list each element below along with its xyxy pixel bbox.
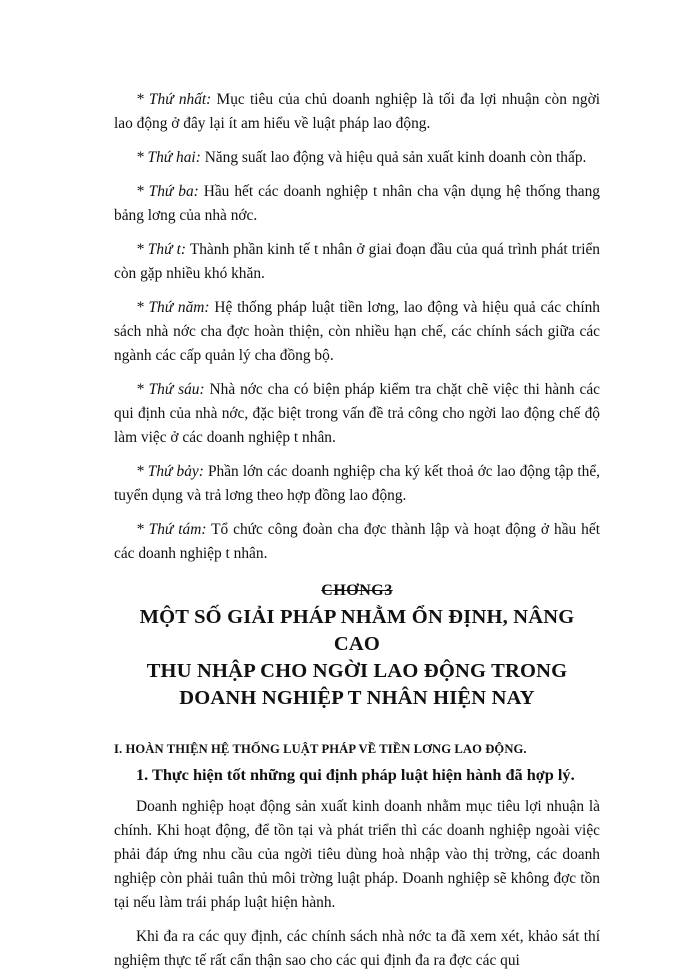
item-text: Hệ thống pháp luật tiền lơng, lao động và hiệu quả các chính sách nhà nớc cha đợc hoàn thiện, còn nhiều hạn chế, các chính sách giữa các ngành các cấp quản lý cha đồng bộ. <box>114 299 600 364</box>
item-lead: * Thứ ba: <box>136 183 199 200</box>
list-item <box>114 146 600 170</box>
subsection-heading: 1. Thực hiện tốt những qui định pháp luật hiện hành đã hợp lý. <box>136 765 575 784</box>
list-item <box>114 180 600 228</box>
list-item <box>114 518 600 566</box>
item-text: Tổ chức công đoàn cha đợc thành lập và hoạt động ở hầu hết các doanh nghiệp t nhân. <box>114 521 600 562</box>
item-text: Năng suất lao động và hiệu quả sản xuất kinh doanh còn thấp. <box>200 149 587 166</box>
item-text: Thành phần kinh tế t nhân ở giai đoạn đầu của quá trình phát triển còn gặp nhiều khó khăn. <box>114 241 600 282</box>
item-lead: * Thứ năm: <box>136 299 210 316</box>
item-text: Nhà nớc cha có biện pháp kiểm tra chặt chẽ việc thi hành các qui định của nhà nớc, đặc biệt trong vấn đề trả công cho ngời lao động chế độ làm việc ở các doanh nghiệp t nhân. <box>114 381 601 446</box>
item-lead: * Thứ tám: <box>136 521 207 538</box>
list-item <box>114 238 600 286</box>
list-item <box>114 296 600 368</box>
section-heading: I. HOÀN THIỆN HỆ THỐNG LUẬT PHÁP VỀ TIỀN LƠNG LAO ĐỘNG. <box>114 742 527 756</box>
item-text: Phần lớn các doanh nghiệp cha ký kết thoả ớc lao động tập thể, tuyển dụng và trả lơng theo hợp đồng lao động. <box>114 463 601 504</box>
list-item <box>114 378 600 450</box>
item-text: Mục tiêu của chủ doanh nghiệp là tối đa lợi nhuận còn ngời lao động ở đây lại ít am hiểu về luật pháp lao động. <box>114 91 600 132</box>
chapter-heading <box>114 582 600 600</box>
chapter-label: CHƠNG3 <box>321 582 393 599</box>
title-line: MỘT SỐ GIẢI PHÁP NHẰM ỔN ĐỊNH, NÂNG CAO <box>139 606 575 655</box>
item-text: Hầu hết các doanh nghiệp t nhân cha vận dụng hệ thống thang bảng lơng của nhà nớc. <box>114 183 600 224</box>
title-line: DOANH NGHIỆP T NHÂN HIỆN NAY <box>179 687 535 709</box>
item-lead: * Thứ nhất: <box>136 91 212 108</box>
item-lead: * Thứ sáu: <box>136 381 205 398</box>
list-item <box>114 88 600 136</box>
item-lead: * Thứ bảy: <box>136 463 204 480</box>
chapter-title <box>114 604 600 712</box>
list-item <box>114 460 600 508</box>
item-lead: * Thứ hai: <box>136 149 201 166</box>
title-line: THU NHẬP CHO NGỜI LAO ĐỘNG TRONG <box>146 660 568 682</box>
body-paragraph: Khi đa ra các quy định, các chính sách nhà nớc ta đã xem xét, khảo sát thí nghiệm thực tế rất cẩn thận sao cho các qui định đa ra đợc các qui <box>114 928 600 969</box>
item-lead: * Thứ t: <box>136 241 186 258</box>
body-paragraph: Doanh nghiệp hoạt động sản xuất kinh doanh nhằm mục tiêu lợi nhuận là chính. Khi hoạt động, để tồn tại và phát triển thì các doanh nghiệp ngoài việc phải đáp ứng nhu cầu của ngời tiêu dùng hoà nhập vào thị trờng, các doanh nghiệp còn phải tuân thủ môi trờng luật pháp. Doanh nghiệp sẽ không đợc tồn tại nếu làm trái pháp luật hiện hành. <box>114 798 600 911</box>
